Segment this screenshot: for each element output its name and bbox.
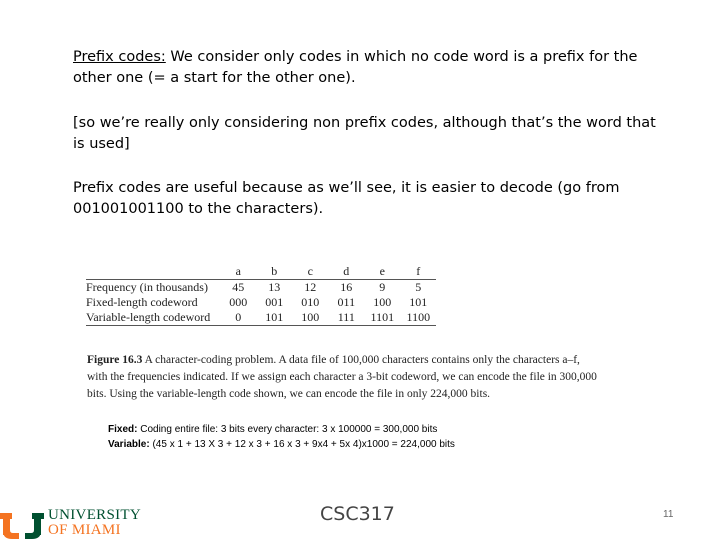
split-u-icon <box>0 505 44 540</box>
prefix-codes-definition <box>73 47 663 89</box>
row-label: Frequency (in thousands) <box>86 280 208 294</box>
table-cell: 9 <box>379 280 386 294</box>
table-cell: 5 <box>415 280 422 294</box>
table-row-frequency <box>86 280 436 296</box>
character-coding-figure <box>86 264 596 326</box>
table-cell: 0 <box>235 310 242 324</box>
column-header: a <box>235 264 241 278</box>
table-cell: 100 <box>373 295 392 309</box>
prefix-codes-heading: Prefix codes: <box>73 49 166 65</box>
page-number: 11 <box>663 509 674 520</box>
table-cell: 111 <box>337 310 355 324</box>
table-cell: 010 <box>301 295 320 309</box>
table-cell: 001 <box>265 295 284 309</box>
figure-caption-text: A character-coding problem. A data file of 100,000 characters contains only the characters a–f, with the frequencies indicated. If we assign each character a 3-bit codeword, we can encode the file in 300,000 bits. Using the variable-length code shown, we can encode the file in only 224,000 bits. <box>87 354 597 400</box>
table-cell: 100 <box>301 310 320 324</box>
non-prefix-note: [so we’re really only considering non prefix codes, although that’s the word that is used] <box>73 115 656 152</box>
row-label: Fixed-length codeword <box>86 295 198 309</box>
table-row-fixed-length <box>86 295 436 310</box>
footer-course: CSC317 <box>320 503 395 525</box>
row-label: Variable-length codeword <box>86 310 211 324</box>
table-row-variable-length <box>86 310 436 326</box>
column-header: b <box>271 264 278 278</box>
coding-table <box>86 264 436 326</box>
variable-label: Variable: <box>108 439 150 450</box>
figure-number: Figure 16.3 <box>87 354 143 366</box>
fixed-text: Coding entire file: 3 bits every character: 3 x 100000 = 300,000 bits <box>137 424 438 435</box>
fixed-label: Fixed: <box>108 424 138 435</box>
logo-line-university: UNIVERSITY <box>48 507 141 523</box>
prefix-codes-definition-text: We consider only codes in which no code word is a prefix for the other one (= a start for the other one). <box>73 49 638 86</box>
column-header: e <box>379 264 385 278</box>
table-cell: 000 <box>229 295 248 309</box>
column-header: f <box>416 264 421 278</box>
table-cell: 101 <box>265 310 284 324</box>
table-cell: 011 <box>337 295 356 309</box>
university-logo <box>0 505 160 540</box>
logo-line-of-miami: OF MIAMI <box>48 522 121 538</box>
table-cell: 1101 <box>370 310 395 324</box>
column-header: d <box>343 264 350 278</box>
table-cell: 1100 <box>406 310 431 324</box>
variable-calculation <box>108 437 455 452</box>
figure-caption <box>87 352 597 403</box>
logo-wordmark <box>48 508 141 538</box>
table-cell: 13 <box>268 280 281 294</box>
table-cell: 45 <box>232 280 245 294</box>
fixed-calculation <box>108 422 455 437</box>
bit-calculation <box>108 422 455 452</box>
table-cell: 16 <box>340 280 353 294</box>
prefix-codes-usefulness: Prefix codes are useful because as we’ll see, it is easier to decode (go from 001001001100 to the characters). <box>73 180 620 217</box>
table-header-row <box>86 264 436 280</box>
table-cell: 101 <box>409 295 428 309</box>
table-cell: 12 <box>304 280 317 294</box>
variable-text: (45 x 1 + 13 X 3 + 12 x 3 + 16 x 3 + 9x4 + 5x 4)x1000 = 224,000 bits <box>149 439 455 450</box>
column-header: c <box>307 264 313 278</box>
